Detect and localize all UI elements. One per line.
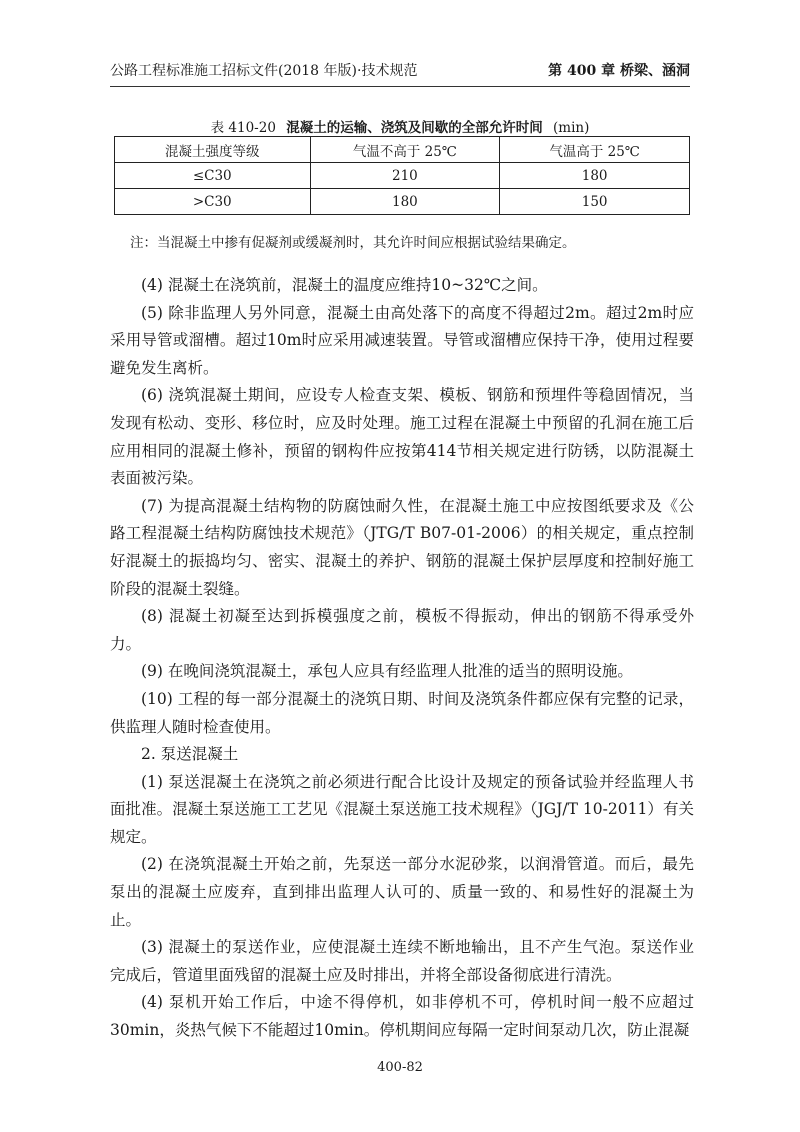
paragraph: (8) 混凝土初凝至达到拆模强度之前，模板不得振动，伸出的钢筋不得承受外力。 bbox=[110, 607, 694, 653]
table-cell: 180 bbox=[310, 189, 500, 215]
document-title: 公路工程标准施工招标文件(2018 年版)·技术规范 bbox=[110, 63, 418, 79]
paragraph: (6) 浇筑混凝土期间，应设专人检查支架、模板、钢筋和预埋件等稳固情况，当发现有松动、变形、移位时，应及时处理。施工过程在混凝土中预留的孔洞在施工后应用相同的混凝土修补，预留的钢构件应按第414节相关规定进行防锈，以防混凝土表面被污染。 bbox=[110, 386, 694, 488]
paragraph: (9) 在晚间浇筑混凝土，承包人应具有经监理人批准的适当的照明设施。 bbox=[141, 662, 633, 681]
page-header bbox=[110, 56, 690, 87]
table-cell: 210 bbox=[310, 163, 500, 189]
table-number: 表 410-20 bbox=[210, 120, 276, 136]
body-text bbox=[110, 272, 694, 1045]
table-cell: ≤C30 bbox=[115, 163, 311, 189]
header-cell-strength: 混凝土强度等级 bbox=[115, 137, 311, 163]
allowed-time-table bbox=[114, 136, 690, 215]
table-header-row bbox=[115, 137, 690, 163]
table-row bbox=[115, 163, 690, 189]
table-row bbox=[115, 189, 690, 215]
paragraph: (3) 混凝土的泵送作业，应使混凝土连续不断地输出，且不产生气泡。泵送作业完成后，管道里面残留的混凝土应及时排出，并将全部设备彻底进行清洗。 bbox=[110, 938, 694, 984]
table-cell: 150 bbox=[500, 189, 690, 215]
paragraph: (4) 混凝土在浇筑前，混凝土的温度应维持10~32℃之间。 bbox=[141, 276, 548, 294]
paragraph: (4) 泵机开始工作后，中途不得停机，如非停机不可，停机时间一般不应超过30min，炎热气候下不能超过10min。停机期间应每隔一定时间泵动几次，防止混凝 bbox=[110, 993, 694, 1040]
paragraph: (7) 为提高混凝土结构物的防腐蚀耐久性，在混凝土施工中应按图纸要求及《公路工程混凝土结构防腐蚀技术规范》（JTG/T B07-01-2006）的相关规定，重点控制好混凝土的振捣均匀、密实、混凝土的养护、钢筋的混凝土保护层厚度和控制好施工阶段的混凝土裂缝。 bbox=[110, 496, 694, 598]
header-cell-low-temp: 气温不高于 25℃ bbox=[310, 137, 500, 163]
paragraph: (1) 泵送混凝土在浇筑之前必须进行配合比设计及规定的预备试验并经监理人书面批准。混凝土泵送施工工艺见《混凝土泵送施工技术规程》（JGJ/T 10-2011）有关规定。 bbox=[110, 772, 694, 846]
table-note: 注：当混凝土中掺有促凝剂或缓凝剂时，其允许时间应根据试验结果确定。 bbox=[130, 235, 576, 251]
paragraph: (5) 除非监理人另外同意，混凝土由高处落下的高度不得超过2m。超过2m时应采用导管或溜槽。超过10m时应采用减速装置。导管或溜槽应保持干净，使用过程要避免发生离析。 bbox=[110, 303, 694, 377]
chapter-title: 第 400 章 桥梁、涵洞 bbox=[548, 63, 690, 79]
table-title: 混凝土的运输、浇筑及间歇的全部允许时间 bbox=[286, 120, 543, 136]
table-cell: >C30 bbox=[115, 189, 311, 215]
table-caption bbox=[110, 116, 690, 136]
paragraph: (10) 工程的每一部分混凝土的浇筑日期、时间及浇筑条件都应保有完整的记录，供监理人随时检查使用。 bbox=[110, 689, 694, 736]
page-number: 400-82 bbox=[377, 1060, 423, 1075]
section-heading: 2. 泵送混凝土 bbox=[141, 745, 239, 764]
header-cell-high-temp: 气温高于 25℃ bbox=[500, 137, 690, 163]
table-cell: 180 bbox=[500, 163, 690, 189]
paragraph: (2) 在浇筑混凝土开始之前，先泵送一部分水泥砂浆，以润滑管道。而后，最先泵出的混凝土应废弃，直到排出监理人认可的、质量一致的、和易性好的混凝土为止。 bbox=[110, 855, 694, 929]
table-unit: (min) bbox=[553, 120, 590, 136]
